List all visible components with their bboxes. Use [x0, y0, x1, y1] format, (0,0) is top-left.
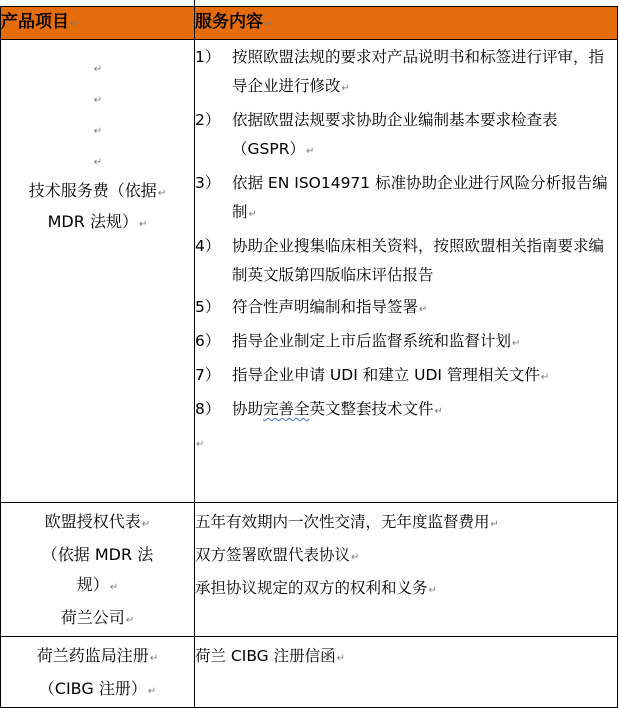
service-line: 荷兰 CIBG 注册信函↵ [195, 647, 346, 665]
table-row [1, 40, 618, 503]
spellcheck-underline: 完善全 [263, 400, 310, 418]
service-content-cell [195, 40, 618, 503]
service-content-cell [195, 637, 618, 708]
service-line: 承担协议规定的双方的权利和义务↵ [195, 579, 437, 597]
product-name-line: （依据 MDR 法 [41, 545, 154, 564]
header-product-item: 产品项目↵ [1, 7, 195, 40]
product-name-line: 技术服务费（依据↵ [28, 181, 167, 200]
service-table [0, 6, 618, 708]
service-line: 五年有效期内一次性交清，无年度监督费用↵ [195, 513, 499, 531]
product-name-line: 荷兰药监局注册↵ [36, 646, 159, 665]
list-item: 2） 依据欧盟法规要求协助企业编制基本要求检查表（GSPR）↵ [195, 111, 558, 158]
list-item: 4） 协助企业搜集临床相关资料，按照欧盟相关指南要求编制英文版第四版临床评估报告 [195, 237, 605, 284]
service-content-cell [195, 503, 618, 637]
paragraph-mark: ↵ [93, 157, 103, 168]
product-name-line: 荷兰公司↵ [60, 608, 135, 627]
product-name-line: 规）↵ [76, 575, 119, 594]
list-item: 7） 指导企业申请 UDI 和建立 UDI 管理相关文件↵ [195, 366, 550, 384]
product-name-line: MDR 法规）↵ [47, 212, 148, 231]
product-name-line: （CIBG 注册）↵ [38, 679, 157, 698]
paragraph-mark: ↵ [93, 95, 103, 106]
list-item: 8） 协助完善全英文整套技术文件↵ [195, 400, 443, 418]
list-item: 3） 依据 EN ISO14971 标准协助企业进行风险分析报告编制↵ [195, 174, 608, 221]
empty-paragraph: ↵ [196, 439, 205, 450]
paragraph-mark: ↵ [93, 126, 103, 137]
table-row [1, 637, 618, 708]
product-cell [1, 503, 195, 637]
service-line: 双方签署欧盟代表协议↵ [195, 546, 360, 564]
header-row [1, 7, 618, 40]
header-service-content: 服务内容↵ [195, 7, 618, 40]
list-item: 6） 指导企业制定上市后监督系统和监督计划↵ [195, 332, 521, 350]
product-cell [1, 637, 195, 708]
product-cell [1, 40, 195, 503]
paragraph-mark: ↵ [93, 64, 103, 75]
table-row [1, 503, 618, 637]
list-item: 5） 符合性声明编制和指导签署↵ [195, 298, 428, 316]
list-item: 1） 按照欧盟法规的要求对产品说明书和标签进行评审，指导企业进行修改↵ [195, 48, 605, 95]
product-name-line: 欧盟授权代表↵ [44, 512, 151, 531]
